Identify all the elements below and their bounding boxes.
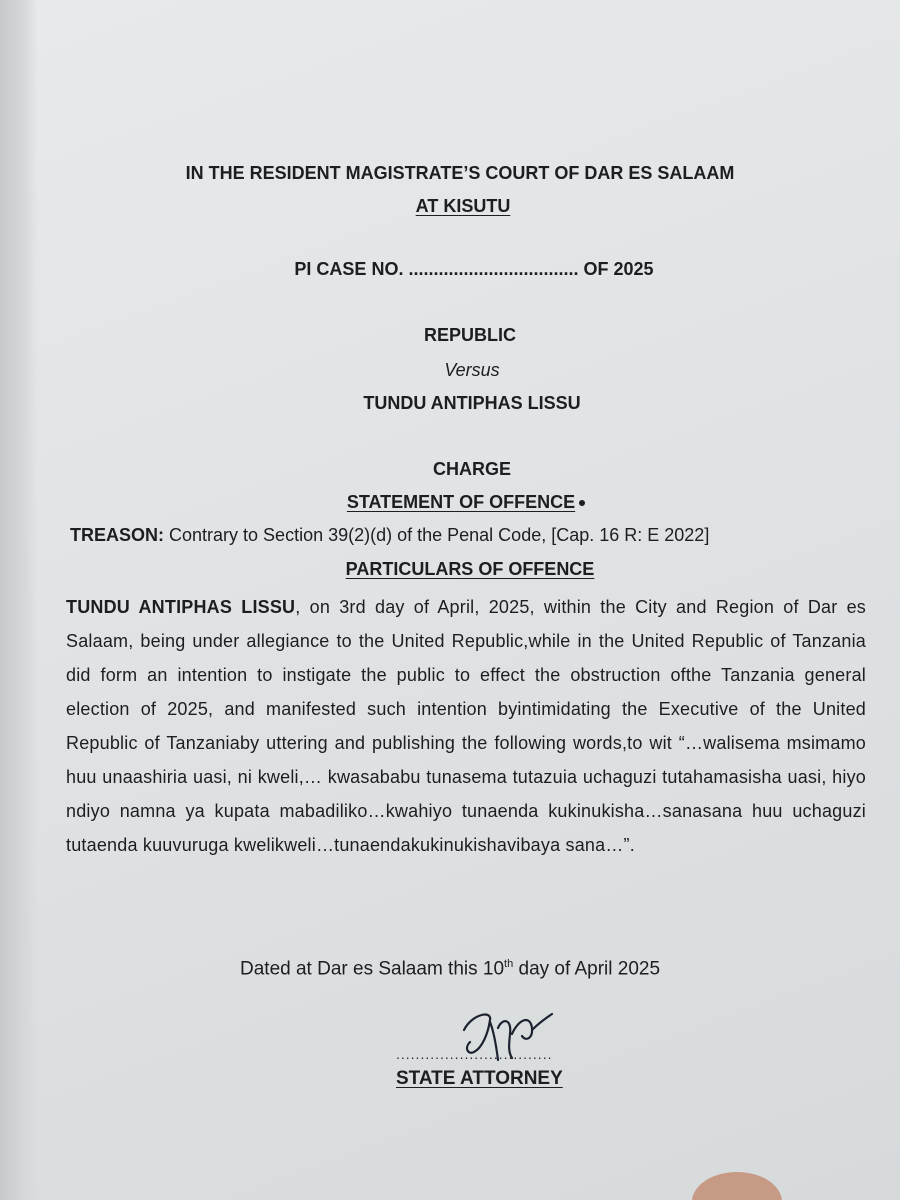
prosecution-party: REPUBLIC (423, 325, 516, 345)
case-number-line (24, 259, 900, 280)
case-year: OF 2025 (583, 259, 654, 279)
court-place-text: AT KISUTU (415, 196, 511, 216)
signatory-title (396, 1068, 563, 1090)
thumb-in-frame (692, 1172, 782, 1200)
offence-label: TREASON: (70, 525, 164, 545)
particulars-accused-name: TUNDU ANTIPHAS LISSU (66, 597, 296, 617)
case-number-blank: .................................. (408, 259, 579, 279)
statement-heading-line (16, 492, 900, 513)
dated-ordinal: th (504, 958, 514, 970)
ink-dot (579, 500, 585, 506)
offence-text: Contrary to Section 39(2)(d) of the Penal Code, [Cap. 16 R: E 2022] (169, 525, 710, 545)
particulars-heading: PARTICULARS OF OFFENCE (345, 559, 595, 579)
dated-suffix: day of April 2025 (513, 958, 661, 980)
particulars-paragraph (66, 590, 866, 862)
dated-line (240, 958, 660, 980)
accused-party: TUNDU ANTIPHAS LISSU (363, 393, 581, 413)
versus-label: Versus (444, 360, 500, 380)
court-title: IN THE RESIDENT MAGISTRATE’S COURT OF DAR ES SALAAM (185, 163, 735, 183)
dated-prefix: Dated at Dar es Salaam this 10 (240, 958, 505, 980)
statement-heading: STATEMENT OF OFFENCE (346, 492, 576, 512)
particulars-text: , on 3rd day of April, 2025, within the City and Region of Dar es Salaam, being under allegiance to the United Republic,while in the United Republic of Tanzania did form an intention to instigate the public to effect the obstruction ofthe Tanzania general election of 2025, and manifested such intention byintimidating the Executive of the United Republic of Tanzaniaby uttering and publishing the following words,to wit “…walisema msimamo huu unaashiria uasi, ni kweli,… kwasababu tunasema tutazuia uchaguzi tutahamasisha uasi, hiyo ndiyo namna ya kupata mabadiliko…kwahiyo tunaenda kukinukisha…sanasana huu uchaguzi tutaenda kuuvuruga kwelikweli…tunaendakukinukishavibaya sana…”. (66, 597, 866, 855)
signature-line: ................................ (396, 1046, 553, 1062)
court-place (13, 196, 900, 217)
case-label: PI CASE NO. (294, 259, 404, 279)
charge-heading: CHARGE (432, 459, 511, 479)
particulars-heading-line (20, 559, 900, 580)
signatory-title-text: STATE ATTORNEY (396, 1068, 563, 1089)
offence-line (70, 525, 709, 546)
